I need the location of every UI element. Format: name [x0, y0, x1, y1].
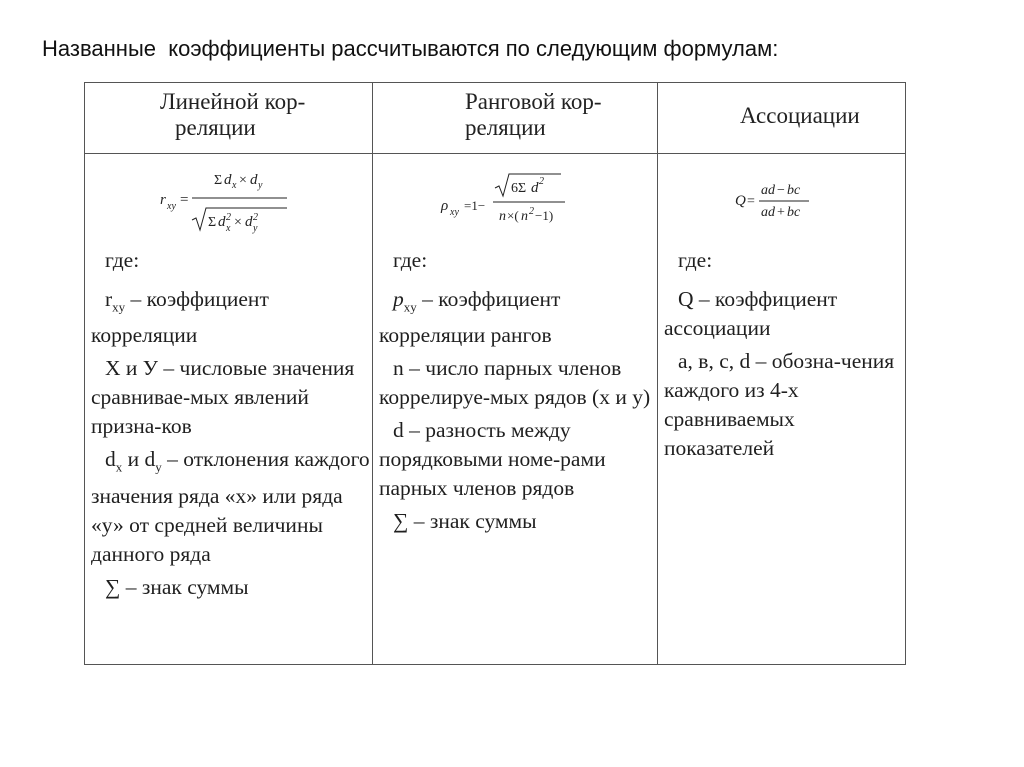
- definition-sum-sign: ∑ – знак суммы: [393, 509, 537, 534]
- rank-correlation-formula: [379, 154, 657, 246]
- svg-text:6Σ: 6Σ: [511, 181, 527, 196]
- slide-title: Названные коэффициенты рассчитываются по следующим формулам:: [42, 36, 779, 61]
- rank-formula-graphic: [433, 160, 603, 240]
- svg-text:d: d: [217, 214, 225, 230]
- definition-abcd: а, в, с, d – обозна-чения каждого из 4-х сравниваемых показателей: [664, 349, 895, 460]
- definition-text: – коэффициент корреляции рангов: [379, 287, 561, 348]
- linear-correlation-cell: [85, 154, 373, 665]
- linear-formula-graphic: [152, 160, 312, 240]
- svg-text:−: −: [776, 183, 785, 198]
- definition-xy-values: X и У – числовые значения сравнивае-мых явлений призна-ков: [91, 356, 355, 439]
- linear-correlation-description: [91, 246, 372, 602]
- linear-correlation-formula: [91, 154, 372, 246]
- definition-q: Q – коэффициент ассоциации: [664, 287, 838, 340]
- svg-text:xy: xy: [166, 201, 176, 212]
- subscript-xy: xy: [403, 299, 417, 315]
- svg-text:bc: bc: [786, 183, 800, 198]
- svg-text:×: ×: [233, 215, 242, 230]
- where-label: где:: [678, 248, 713, 272]
- svg-text:2: 2: [529, 206, 534, 217]
- svg-text:d: d: [244, 214, 252, 230]
- rank-correlation-cell: [373, 154, 658, 665]
- definition-mid: и d: [122, 447, 156, 472]
- svg-text:Σ: Σ: [207, 215, 216, 230]
- svg-text:+: +: [776, 205, 785, 220]
- svg-text:x: x: [231, 180, 236, 191]
- svg-text:r: r: [159, 192, 166, 208]
- svg-text:ρ: ρ: [441, 198, 449, 214]
- svg-text:2: 2: [252, 212, 258, 223]
- header-linear-line1: Линейной кор-: [160, 89, 306, 114]
- header-association: [658, 83, 906, 154]
- header-linear-line2: реляции: [175, 115, 256, 140]
- svg-text:2: 2: [225, 212, 231, 223]
- subscript-y: y: [155, 459, 162, 475]
- where-label: где:: [393, 248, 428, 272]
- symbol-p: p: [393, 287, 404, 311]
- svg-text:×(: ×(: [507, 208, 519, 223]
- header-rank-line2: реляции: [465, 115, 546, 140]
- svg-text:d: d: [223, 172, 231, 188]
- svg-text:ad: ad: [760, 205, 775, 220]
- definition-d: d – разность между порядковыми номе-рами парных членов рядов: [379, 418, 606, 501]
- svg-text:x: x: [225, 223, 230, 234]
- svg-text:=: =: [179, 192, 188, 208]
- definition-deviations: [91, 445, 372, 568]
- subscript-x: x: [115, 459, 123, 475]
- svg-text:d: d: [531, 180, 539, 196]
- svg-text:=1−: =1−: [464, 198, 486, 213]
- svg-text:xy: xy: [450, 207, 459, 218]
- coefficients-table: [84, 82, 906, 665]
- svg-text:y: y: [252, 223, 257, 234]
- table-header-row: [85, 83, 906, 154]
- symbol-d: d: [105, 447, 116, 472]
- svg-text:n: n: [499, 209, 506, 224]
- svg-text:=: =: [746, 194, 755, 209]
- association-description: [664, 246, 905, 463]
- svg-text:d: d: [249, 172, 257, 188]
- header-rank-correlation: [373, 83, 658, 154]
- svg-text:n: n: [521, 209, 528, 224]
- rank-correlation-description: [379, 246, 657, 536]
- association-formula-graphic: [725, 170, 845, 230]
- svg-text:y: y: [257, 180, 262, 191]
- association-cell: [658, 154, 906, 665]
- header-association-line: Ассоциации: [740, 103, 860, 128]
- definition-pxy: [379, 285, 657, 350]
- definition-text: – отклонения каждого значения ряда «х» или ряда «у» от средней величины данного ряда: [91, 447, 370, 566]
- svg-text:2: 2: [539, 176, 544, 187]
- association-formula: [664, 154, 905, 246]
- header-rank-line1: Ранговой кор-: [465, 89, 602, 114]
- subscript-xy: xy: [112, 299, 126, 315]
- table-body-row: [85, 154, 906, 665]
- svg-text:×: ×: [238, 173, 247, 188]
- header-linear-correlation: [85, 83, 373, 154]
- svg-text:bc: bc: [786, 205, 800, 220]
- definition-rxy: [91, 285, 372, 350]
- definition-text: – коэффициент корреляции: [91, 287, 269, 348]
- svg-text:Q: Q: [734, 193, 746, 209]
- svg-text:ad: ad: [760, 183, 775, 198]
- definition-sum-sign: ∑ – знак суммы: [105, 574, 249, 599]
- where-label: где:: [105, 248, 140, 272]
- svg-text:−1): −1): [535, 208, 554, 223]
- symbol-r: r: [105, 287, 113, 311]
- svg-text:Σ: Σ: [213, 173, 222, 188]
- definition-n: n – число парных членов коррелируе-мых рядов (х и у): [379, 356, 651, 410]
